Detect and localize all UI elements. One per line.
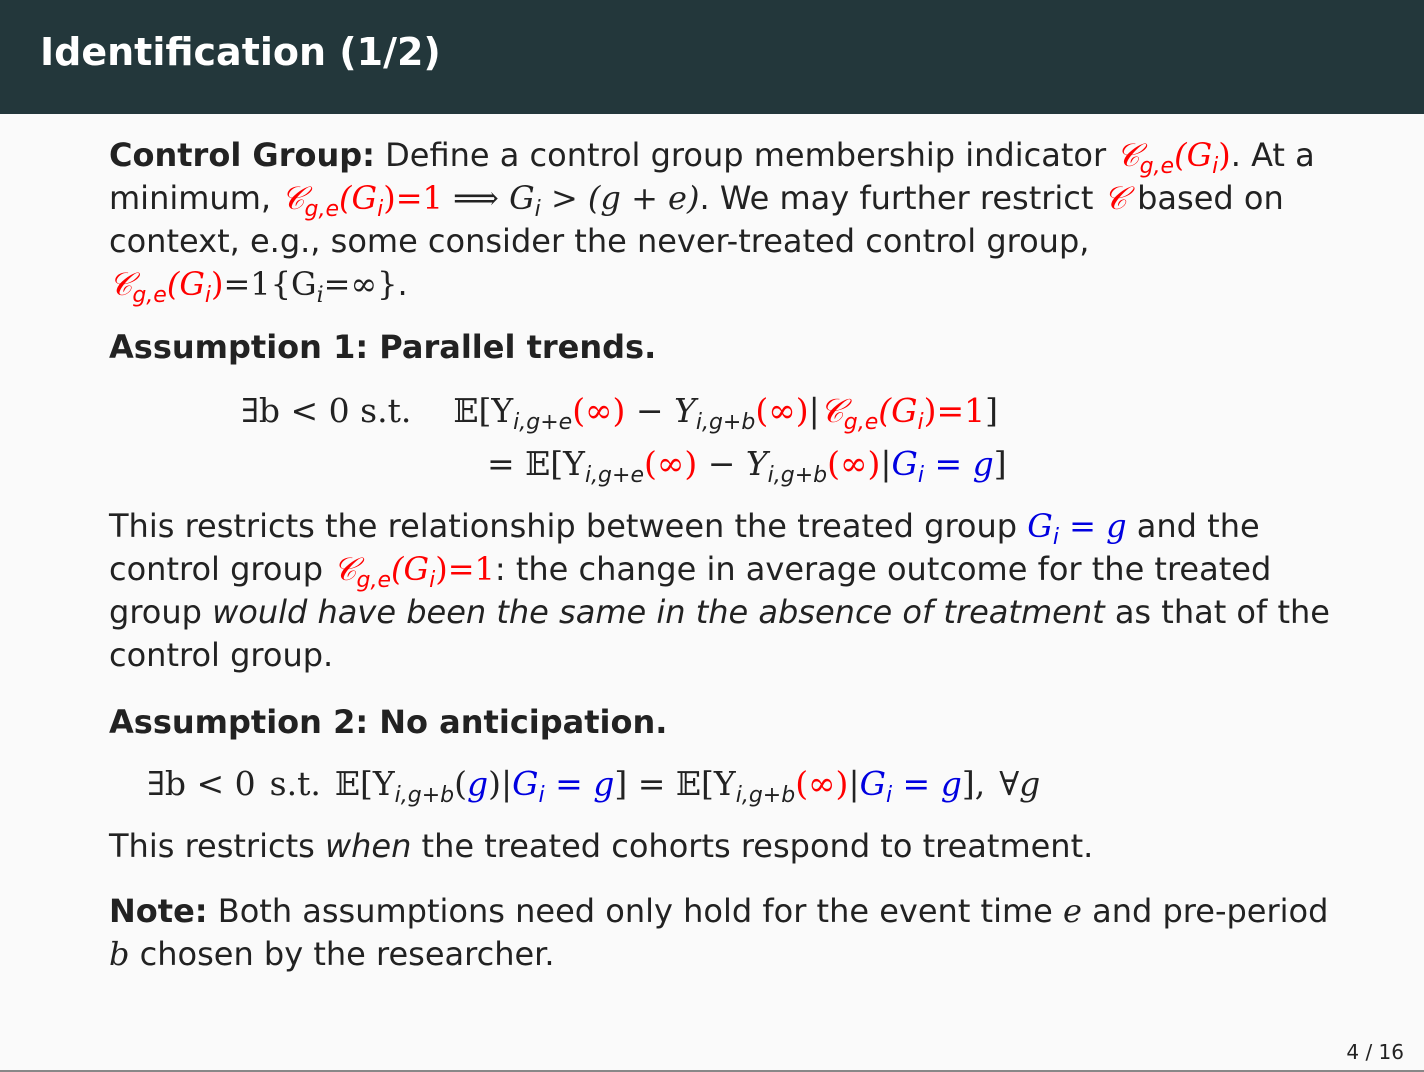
assumption1-explanation: This restricts the relationship between the treated group $G_i = g$ and the control group $𝒞_{g,e}(G_i)=1$: the change in average outcome for the treated group would have been the same in the absence of treatment as that of the control group. (109, 507, 1330, 674)
no-anticipation-equation: ∃b < 0 s.t. $𝔼[Y_{i,g+b}(g)|G_i = g]$ = $𝔼[Y_{i,g+b}(\infty)|G_i = g]$, ∀g (147, 764, 1041, 808)
control-indicator-equals-one: $𝒞_{g,e}(G_i)=1$ (281, 179, 443, 222)
equation-row-1: ∃b < 0 s.t. $𝔼[Y_{i,g+e}(\infty)$ − $Y_{i,g+b}(\infty)|𝒞_{g,e}(G_i)=1$] (241, 391, 999, 435)
note-paragraph: Note: Both assumptions need only hold for the event time e and pre-period b chosen by the researcher. (109, 892, 1329, 973)
page-number: 4 / 16 (1346, 1040, 1404, 1064)
control-group-label: Control Group: (109, 136, 375, 174)
assumption2-heading: Assumption 2: No anticipation. (109, 703, 668, 741)
slide-title: Identification (1/2) (40, 30, 441, 74)
note-label: Note: (109, 892, 208, 930)
control-set-symbol: 𝒞 (1103, 179, 1127, 217)
assumption1-heading: Assumption 1: Parallel trends. (109, 328, 657, 366)
equation-row-2: = $𝔼[Y_{i,g+e}(\infty) - Y_{i,g+b}(\infty)|G_i = g]$ (487, 444, 1007, 488)
assumption2-explanation: This restricts when the treated cohorts respond to treatment. (109, 827, 1094, 865)
control-group-paragraph: Control Group: Define a control group membership indicator $𝒞_{g,e}(G_i)$. At a minimum, $𝒞_{g,e}(G_i)=1$ ⟹ $G_i > (g + e)$. We may further restrict 𝒞 based on context, e.g., some consider the never-treated control group, $𝒞_{g,e}(G_i)=1\{G_i=\infty\}$. (109, 136, 1315, 308)
never-treated-indicator: $𝒞_{g,e}(G_i)$ (109, 265, 224, 308)
slide-content (109, 134, 1339, 976)
slide-header (0, 0, 1424, 114)
control-indicator: $𝒞_{g,e}(G_i)$ (1116, 136, 1231, 179)
parallel-trends-equation (109, 389, 1339, 499)
